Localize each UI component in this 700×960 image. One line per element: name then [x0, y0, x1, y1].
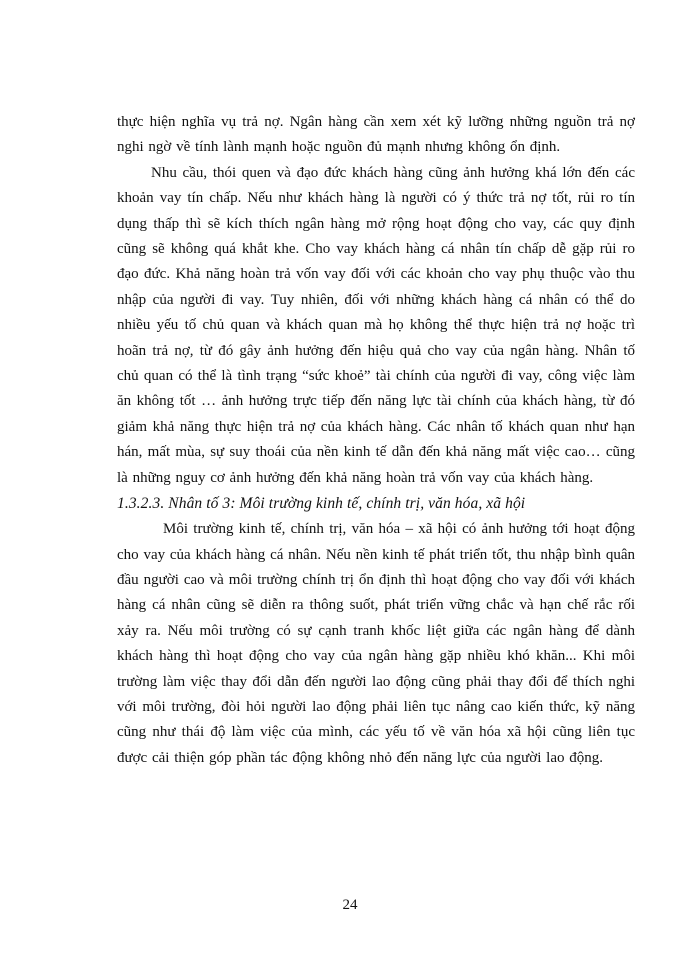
paragraph-customer-ethics: Nhu cầu, thói quen và đạo đức khách hàng cũng ảnh hưởng khá lớn đến các khoản vay tín chấp. Nếu như khách hàng là người có ý thức trả nợ tốt, rủi ro tín dụng thấp thì sẽ kích thích ngân hàng mở rộng hoạt động cho vay, các quy định cũng sẽ không quá khắt khe. Cho vay khách hàng cá nhân tín chấp dễ gặp rủi ro đạo đức. Khả năng hoàn trả vốn vay đối với các khoản cho vay phụ thuộc vào thu nhập của người đi vay. Tuy nhiên, đối với những khách hàng cá nhân có thể do nhiều yếu tố chủ quan và khách quan mà họ không thể thực hiện trả nợ hoặc trì hoãn trả nợ, từ đó gây ảnh hưởng đến hiệu quả cho vay của ngân hàng. Nhân tố chủ quan có thể là tình trạng “sức khoẻ” tài chính của người đi vay, công việc làm ăn không tốt … ảnh hưởng trực tiếp đến năng lực tài chính của khách hàng, từ đó giảm khả năng thực hiện trả nợ của khách hàng. Các nhân tố khách quan như hạn hán, mất mùa, sự suy thoái của nền kinh tế dẫn đến khả năng mất việc cao… cũng là những nguy cơ ảnh hưởng đến khả năng hoàn trả vốn vay của khách hàng.: [117, 164, 635, 486]
page-number: 24: [342, 897, 358, 913]
paragraph-debt-repayment-sources: thực hiện nghĩa vụ trả nợ. Ngân hàng cần xem xét kỹ lưỡng những nguồn trả nợ nghi ngờ về tính lành mạnh hoặc nguồn đủ mạnh nhưng không ổn định.: [117, 114, 635, 156]
page-body: [117, 110, 635, 771]
paragraph-environment-factors: Môi trường kinh tế, chính trị, văn hóa – xã hội có ảnh hưởng tới hoạt động cho vay của khách hàng cá nhân. Nếu nền kinh tế phát triển tốt, thu nhập bình quân đầu người cao và môi trường chính trị ổn định thì hoạt động cho vay đối với khách hàng cá nhân cũng sẽ diễn ra thông suốt, phát triển vững chắc và hạn chế rắc rối xảy ra. Nếu môi trường có sự cạnh tranh khốc liệt giữa các ngân hàng để dành khách hàng thì hoạt động cho vay của ngân hàng gặp nhiều khó khăn... Khi môi trường làm việc thay đổi dẫn đến người lao động cũng phải thay đổi để thích nghi với môi trường, đòi hỏi người lao động phải liên tục nâng cao kiến thức, kỹ năng cũng như thái độ làm việc của mình, các yếu tố về văn hóa xã hội cũng liên tục được cải thiện góp phần tác động không nhỏ đến năng lực của người lao động.: [117, 521, 635, 766]
section-heading: 1.3.2.3. Nhân tố 3: Môi trường kinh tế, chính trị, văn hóa, xã hội: [117, 495, 526, 513]
